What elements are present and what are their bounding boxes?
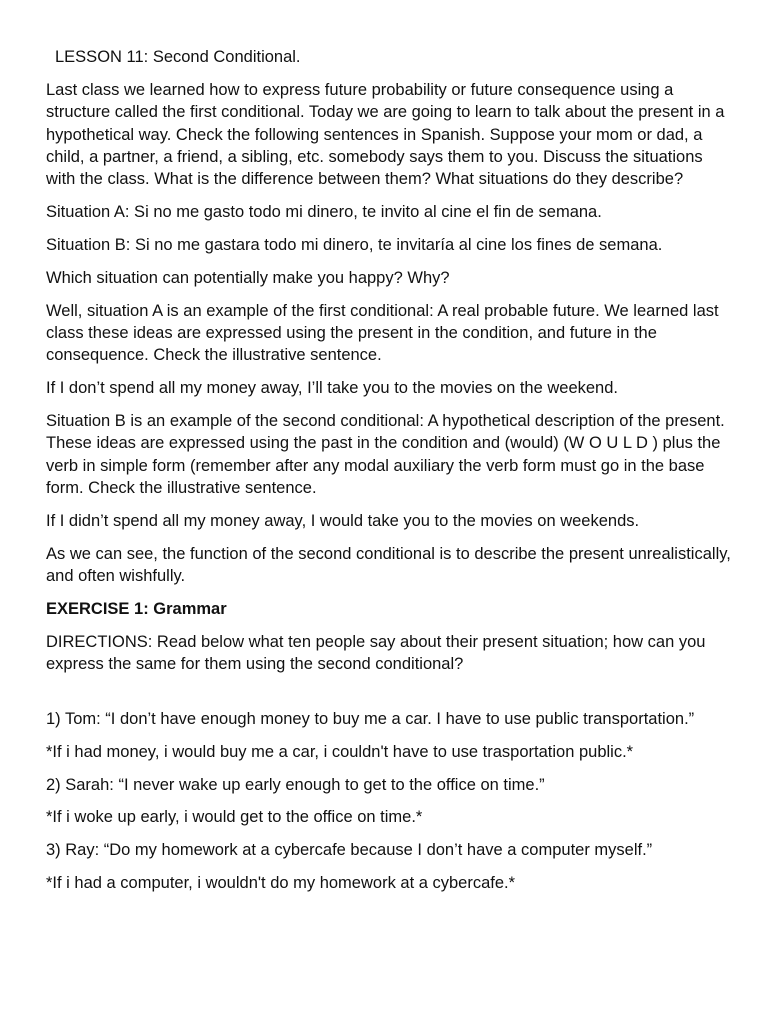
exercise-item-prompt: 1) Tom: “I don’t have enough money to buy me a car. I have to use public transportation.” — [46, 710, 695, 729]
exercise-heading: EXERCISE 1: Grammar — [46, 600, 227, 619]
spacer — [46, 686, 736, 708]
document-page — [46, 46, 736, 905]
second-conditional-example: If I didn’t spend all my money away, I would take you to the movies on weekends. — [46, 512, 640, 531]
intro-paragraph: Last class we learned how to express future probability or future consequence using a structure called the first conditional. Today we are going to learn to talk about the present in a hypothetical way. Check the following sentences in Spanish. Suppose your mom or dad, a child, a partner, a friend, a sibling, etc. somebody says them to you. Discuss the situations with the class. What is the difference between them? What situations do they describe? — [46, 80, 725, 189]
situation-b: Situation B: Si no me gastara todo mi dinero, te invitaría al cine los fines de semana. — [46, 236, 663, 255]
exercise-item-answer: *If i woke up early, i would get to the office on time.* — [46, 808, 423, 827]
exercise-item-answer: *If i had a computer, i wouldn't do my homework at a cybercafe.* — [46, 874, 516, 893]
exercise-item-answer: *If i had money, i would buy me a car, i couldn't have to use trasportation public.* — [46, 742, 634, 761]
second-conditional-explanation: Situation B is an example of the second conditional: A hypothetical description of the present. These ideas are expressed using the past in the condition and (would) (W O U L D ) plus the verb in simple form (remember after any modal auxiliary the verb form must go in the base form. Check the illustrative sentence. — [46, 412, 725, 498]
first-conditional-explanation: Well, situation A is an example of the first conditional: A real probable future. We learned last class these ideas are expressed using the present in the condition, and future in the consequence. Check the illustrative sentence. — [46, 301, 719, 365]
discussion-question: Which situation can potentially make you happy? Why? — [46, 268, 450, 287]
situation-a: Situation A: Si no me gasto todo mi dinero, te invito al cine el fin de semana. — [46, 203, 602, 222]
lesson-title: LESSON 11: Second Conditional. — [55, 48, 301, 66]
exercise-item-prompt: 3) Ray: “Do my homework at a cybercafe because I don’t have a computer myself.” — [46, 841, 653, 860]
function-summary: As we can see, the function of the second conditional is to describe the present unrealistically, and often wishfully. — [46, 544, 731, 586]
first-conditional-example: If I don’t spend all my money away, I’ll take you to the movies on the weekend. — [46, 379, 618, 398]
exercise-item-prompt: 2) Sarah: “I never wake up early enough to get to the office on time.” — [46, 775, 545, 794]
exercise-directions: DIRECTIONS: Read below what ten people say about their present situation; how can you express the same for them using the second conditional? — [46, 632, 706, 674]
